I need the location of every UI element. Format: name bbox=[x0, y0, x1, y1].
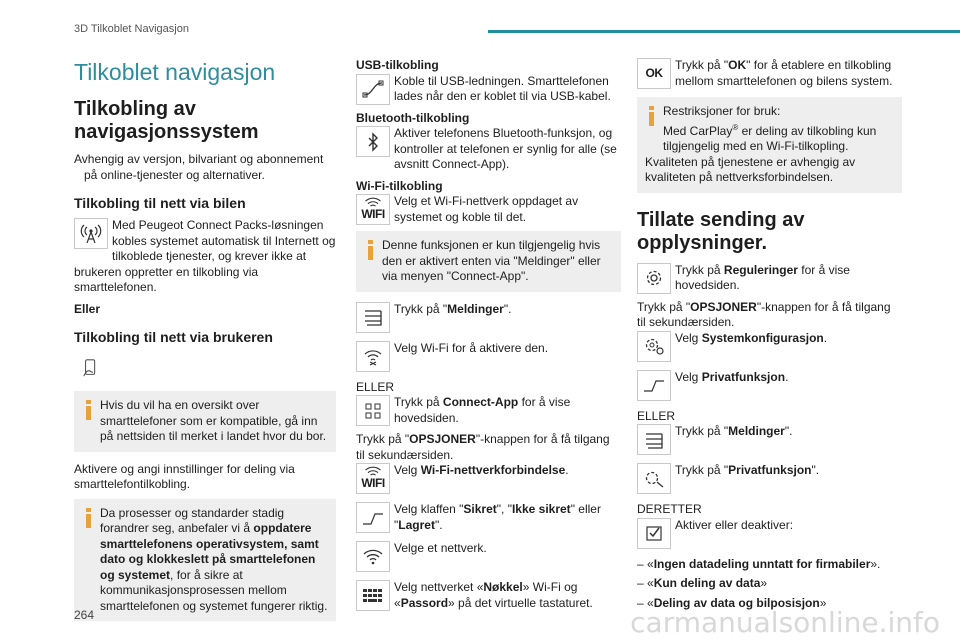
info-icon bbox=[649, 106, 654, 126]
checkbox-icon bbox=[637, 518, 671, 549]
or-label: Eller bbox=[74, 301, 101, 316]
section-header: 3D Tilkoblet Navigasjon bbox=[74, 23, 189, 35]
heading-allow-sending: Tillate sending av opplysninger. bbox=[637, 208, 805, 254]
page-number: 264 bbox=[74, 608, 95, 622]
heading-net-car: Tilkobling til nett via bilen bbox=[74, 195, 246, 211]
step-private-function: Trykk på "Privatfunksjon". bbox=[637, 463, 902, 496]
column-2 bbox=[356, 58, 621, 619]
step-toggle: Aktiver eller deaktiver: bbox=[637, 518, 902, 551]
tab-icon bbox=[356, 502, 390, 533]
wifi-label: Wi-Fi-tilkobling bbox=[356, 178, 443, 193]
bt-text: Aktiver telefonens Bluetooth-funksjon, og kontroller at telefonen er synlig for alle (se avsnitt Connect-App). bbox=[394, 126, 617, 171]
bt-block bbox=[356, 126, 621, 173]
info-box-update bbox=[74, 499, 336, 622]
step-tab: Velg klaffen "Sikret", "Ikke sikret" eller "Lagret". bbox=[356, 502, 621, 535]
net-car-block bbox=[74, 218, 336, 296]
antenna-icon bbox=[74, 218, 108, 249]
step-messages: Trykk på "Meldinger". bbox=[637, 424, 902, 457]
eller-label: ELLER bbox=[637, 408, 676, 423]
eller-label: ELLER bbox=[356, 379, 395, 394]
wifi-block bbox=[356, 194, 621, 225]
option-1: – «Ingen datadeling unntatt for firmabiler». bbox=[637, 556, 881, 571]
watermark: carmanualsonline.info bbox=[630, 606, 940, 639]
column-1 bbox=[74, 58, 336, 631]
step-settings: Trykk på Reguleringer for å vise hovedsiden. bbox=[637, 263, 902, 294]
keyboard-icon bbox=[356, 580, 390, 611]
wifi-icon: WIFI bbox=[356, 463, 390, 494]
deretter-label: DERETTER bbox=[637, 502, 702, 516]
wifi-signal-icon bbox=[356, 541, 390, 572]
info-box-restrictions bbox=[637, 97, 902, 193]
phone-icon-row bbox=[74, 352, 336, 385]
info-text: Med CarPlay® er deling av tilkobling kun tilgjengelig med en Wi-Fi-tilkopling. bbox=[663, 122, 877, 153]
info-icon bbox=[368, 240, 373, 260]
wifi-toggle-icon bbox=[356, 341, 390, 372]
step-keyboard: Velg nettverket «Nøkkel» Wi-Fi og «Passord» på det virtuelle tastaturet. bbox=[356, 580, 621, 613]
settings-gear-icon bbox=[637, 263, 671, 294]
step-system-config: Velg Systemkonfigurasjon. bbox=[637, 331, 902, 364]
option-2: – «Kun deling av data» bbox=[637, 576, 768, 590]
smartphone-hand-icon bbox=[74, 352, 108, 383]
heading-net-user: Tilkobling til nett via brukeren bbox=[74, 329, 273, 345]
messages-icon bbox=[637, 424, 671, 455]
ok-button-icon: OK bbox=[637, 58, 671, 89]
usb-text: Koble til USB-ledningen. Smarttelefonen lades når den er koblet til via USB-kabel. bbox=[394, 73, 611, 103]
info-text: Restriksjoner for bruk: bbox=[663, 104, 781, 118]
info-text: Kvaliteten på tjenestene er avhengig av kvaliteten på nettverksforbindelsen. bbox=[645, 154, 856, 184]
usb-block bbox=[356, 74, 621, 105]
tab-icon bbox=[637, 370, 671, 401]
messages-icon bbox=[356, 302, 390, 333]
step-ok: OK Trykk på "OK" for å etablere en tilkobling mellom smarttelefonen og bilens system. bbox=[637, 58, 902, 91]
net-car-text: Med Peugeot Connect Packs-løsningen kobles systemet automatisk til Internett og tilkoblede tjenester, og krever ikke at brukeren oppretter en tilkobling via smarttelefonen. bbox=[74, 218, 336, 294]
info-icon bbox=[86, 508, 91, 528]
heading-system: Tilkobling av navigasjonssystem bbox=[74, 98, 259, 143]
step-options: Trykk på "OPSJONER"-knappen for å få tilgang til sekundærsiden. bbox=[637, 299, 891, 329]
step-private: Velg Privatfunksjon. bbox=[637, 370, 902, 403]
info-box-activation bbox=[356, 231, 621, 292]
step-options: Trykk på "OPSJONER"-knappen for å få tilgang til sekundærsiden. bbox=[356, 432, 610, 462]
system-config-gear-icon bbox=[637, 331, 671, 362]
step-messages: Trykk på "Meldinger". bbox=[356, 302, 621, 335]
bluetooth-icon bbox=[356, 126, 390, 157]
step-connect-app: Trykk på Connect-App for å vise hovedsiden. bbox=[356, 395, 621, 426]
step-select-network: Velge et nettverk. bbox=[356, 541, 621, 574]
privacy-gear-icon bbox=[637, 463, 671, 494]
wifi-icon: WIFI bbox=[356, 194, 390, 225]
info-box-compatibility bbox=[74, 391, 336, 452]
bt-label: Bluetooth-tilkobling bbox=[356, 110, 470, 125]
apps-grid-icon bbox=[356, 395, 390, 426]
usb-cable-icon bbox=[356, 74, 390, 105]
activate-text: Aktivere og angi innstillinger for deling via smarttelefontilkobling. bbox=[74, 461, 295, 491]
header-bar bbox=[488, 30, 960, 33]
wifi-text: Velg et Wi-Fi-nettverk oppdaget av systemet og koble til det. bbox=[394, 194, 579, 224]
usb-label: USB-tilkobling bbox=[356, 58, 439, 72]
info-text: Denne funksjonen er kun tilgjengelig hvis den er aktivert enten via "Meldinger" eller via menyen "Connect-App". bbox=[382, 238, 601, 283]
intro-text: Avhengig av versjon, bilvariant og abonnement på online-tjenester og alternativer. bbox=[74, 152, 324, 182]
info-text: Da prosesser og standarder stadig forandrer seg, anbefaler vi å oppdatere smarttelefonens operativsystem, samt dato og klokkeslett på smarttelefonen og systemet, for å sikre at kommunikasjonsprosessen mellom smarttelefonen og systemet fungerer riktig. bbox=[100, 505, 328, 613]
option-3: – «Deling av data og bilposisjon» bbox=[637, 595, 827, 610]
page-title: Tilkoblet navigasjon bbox=[74, 59, 276, 85]
step-wifi-activate: Velg Wi-Fi for å aktivere den. bbox=[356, 341, 621, 374]
step-wifi-network: WIFI Velg Wi-Fi-nettverkforbindelse. bbox=[356, 463, 621, 496]
column-3 bbox=[637, 58, 902, 615]
info-icon bbox=[86, 400, 91, 420]
info-text: Hvis du vil ha en oversikt over smarttelefoner som er kompatible, gå inn på nettsiden til merket i landet hvor du bor. bbox=[100, 398, 327, 443]
